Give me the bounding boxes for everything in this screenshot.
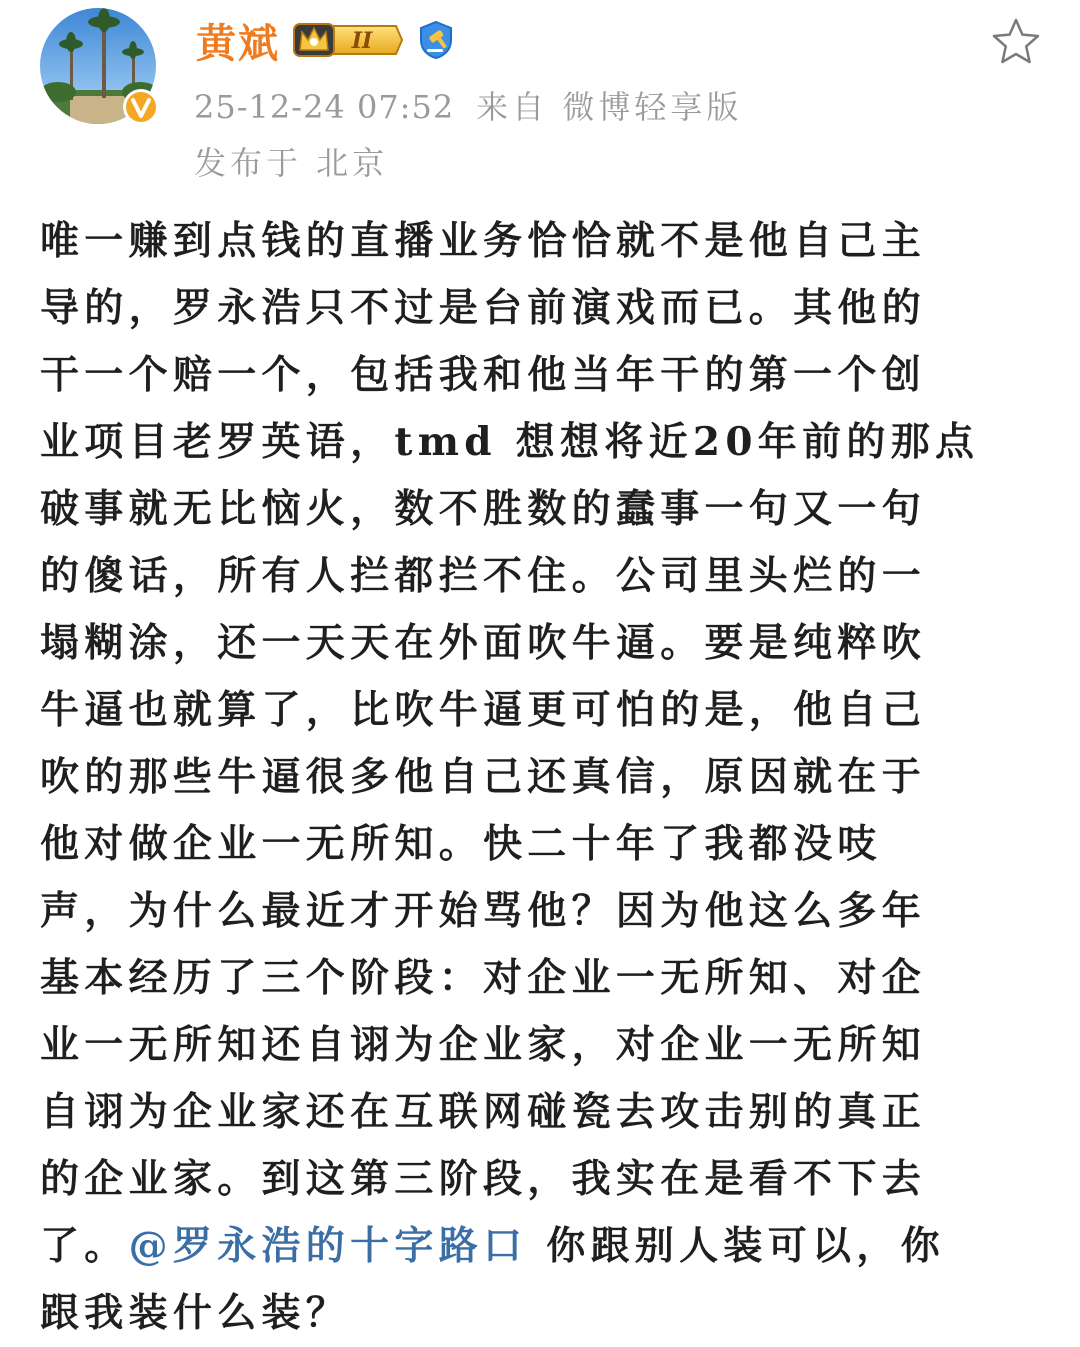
post-line: 基本经历了三个阶段：对企业一无所知、对企 — [40, 955, 927, 1001]
author-name[interactable]: 黄斌 — [196, 20, 280, 67]
verified-v-icon — [122, 88, 160, 126]
vip-crown-icon[interactable] — [292, 20, 404, 60]
post-line: 的傻话，所有人拦都拦不住。公司里头烂的一 — [40, 553, 927, 599]
post-line: 导的，罗永浩只不过是台前演戏而已。其他的 — [40, 285, 927, 331]
post-line: 自诩为企业家还在互联网碰瓷去攻击别的真正 — [40, 1089, 927, 1135]
post-line: 他对做企业一无所知。快二十年了我都没吱 — [40, 821, 882, 867]
post-text-fragment: 了。 — [40, 1223, 129, 1269]
post-line: 的企业家。到这第三阶段，我实在是看不下去 — [40, 1156, 927, 1202]
vip-level: II — [351, 28, 373, 54]
post-source[interactable]: 来自 微博轻享版 — [476, 88, 743, 126]
post-line-with-mention — [40, 1213, 1040, 1280]
favorite-star-icon[interactable] — [990, 16, 1042, 68]
post-line: 唯一赚到点钱的直播业务恰恰就不是他自己主 — [40, 218, 927, 264]
gavel-shield-icon[interactable] — [416, 20, 456, 60]
post-line: 声，为什么最近才开始骂他？因为他这么多年 — [40, 888, 927, 934]
post-line: 塌糊涂，还一天天在外面吹牛逼。要是纯粹吹 — [40, 620, 927, 666]
post-text-fragment: 你跟别人装可以，你 — [527, 1223, 945, 1269]
post-line: 业项目老罗英语，tmd 想想将近20年前的那点 — [40, 419, 980, 465]
post-line: 业一无所知还自诩为企业家，对企业一无所知 — [40, 1022, 927, 1068]
post-header — [0, 0, 1080, 190]
mention-link[interactable]: @罗永浩的十字路口 — [128, 1223, 528, 1269]
post-line: 跟我装什么装？ — [40, 1290, 351, 1336]
post-body — [40, 208, 1040, 1347]
post-line: 吹的那些牛逼很多他自己还真信，原因就在于 — [40, 754, 927, 800]
post-meta — [194, 82, 742, 128]
post-line: 牛逼也就算了，比吹牛逼更可怕的是，他自己 — [40, 687, 927, 733]
name-row — [196, 14, 456, 66]
post-line: 干一个赔一个，包括我和他当年干的第一个创 — [40, 352, 927, 398]
post-line: 破事就无比恼火，数不胜数的蠢事一句又一句 — [40, 486, 927, 532]
post-datetime: 25-12-24 07:52 — [194, 88, 455, 126]
post-location: 发布于 北京 — [194, 144, 389, 182]
avatar[interactable] — [40, 8, 156, 124]
